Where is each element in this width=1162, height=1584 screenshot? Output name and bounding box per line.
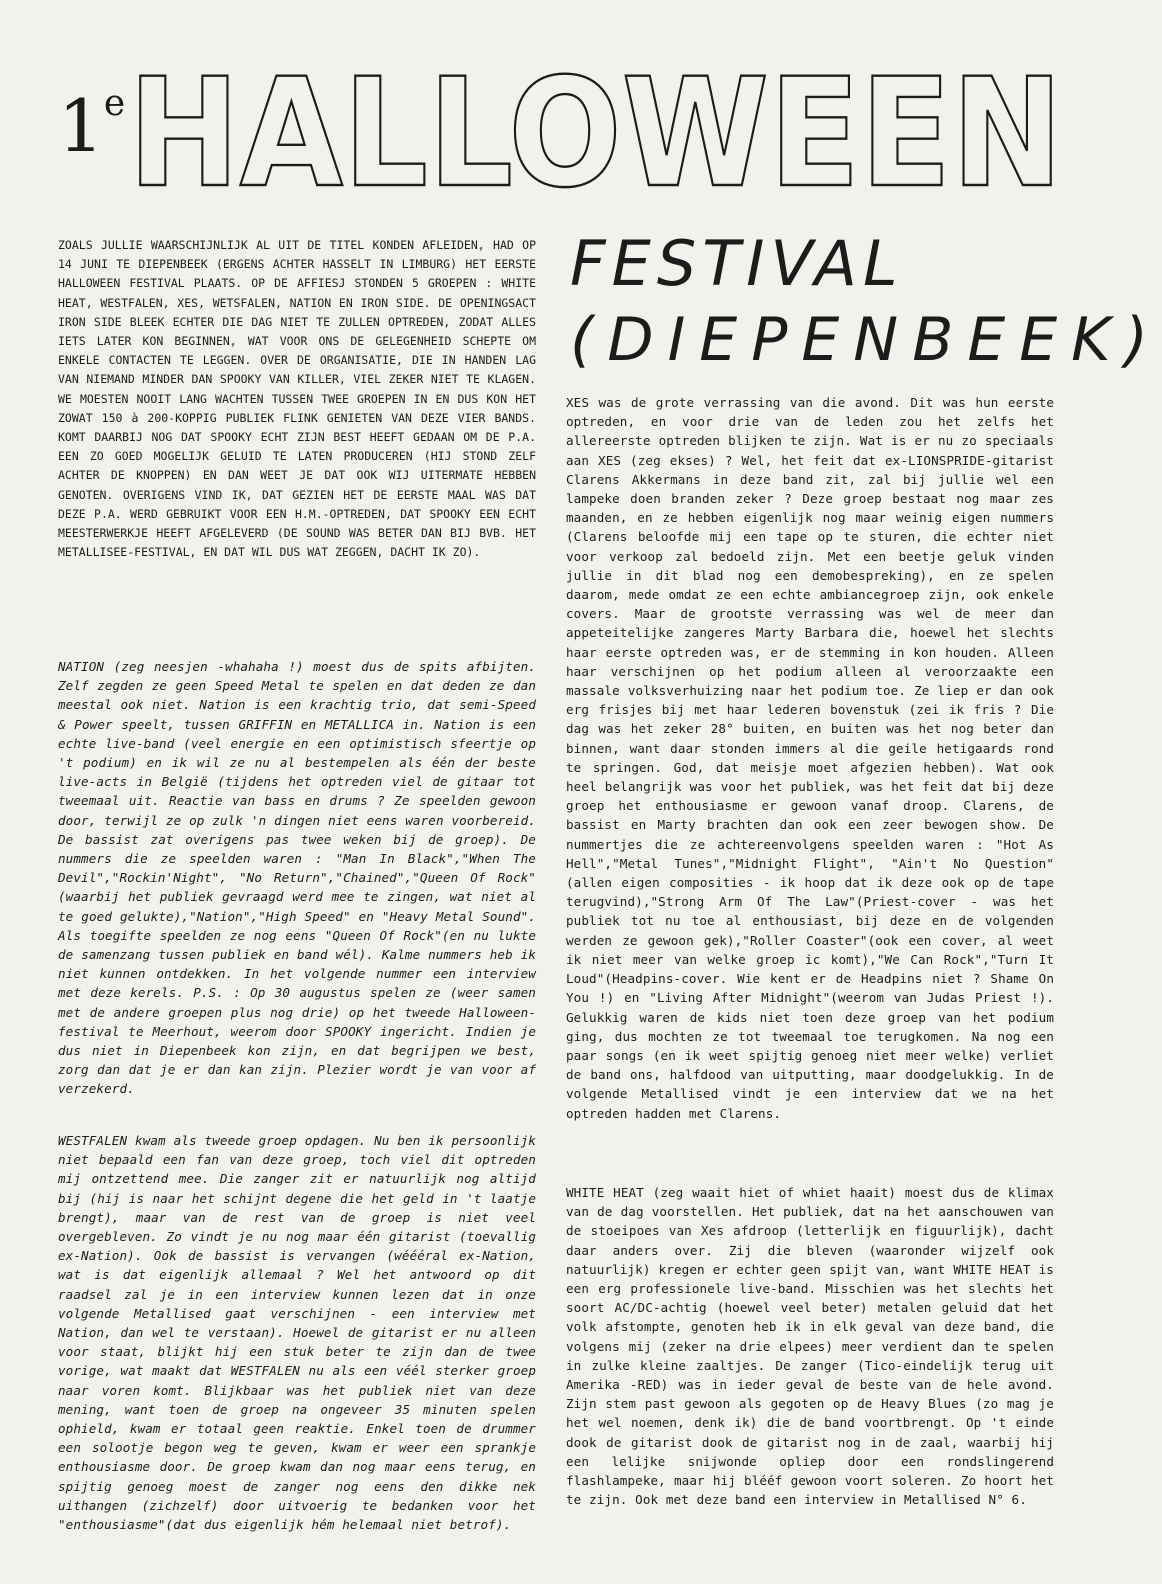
edition-number	[58, 83, 126, 168]
location-word: (DIEPENBEEK)	[570, 304, 1162, 375]
nation-text: NATION (zeg neesjen -whahaha !) moest dus de spits afbijten. Zelf zegden ze geen Speed Metal te spelen en dat deden ze dan meestal ook niet. Nation is een krachtig trio, dat semi-Speed & Power speelt, tussen GRIFFIN en METALLICA in. Nation is een echte live-band (veel energie en een optimistisch sfeertje op 't podium) en ik wil ze nu al bestempelen als één der beste live-acts in België (tijdens het optreden viel de gitaar tot tweemaal uit. Reactie van bass en drums ? Ze speelden gewoon door, terwijl ze op zulk 'n dingen niet eens waren voorbereid. De bassist zat overigens pas twee weken bij de groep). De nummers die ze speelden waren : "Man In Black","When The Devil","Rockin'Night", "No Return","Chained","Queen Of Rock"(waarbij het publiek gevraagd werd mee te zingen, wat niet al te goed gelukte),"Nation","High Speed" en "Heavy Metal Sound". Als toegifte speelden ze nog eens "Queen Of Rock"(en nu lukte de samenzang tussen publiek en band wél). Kalme nummers heb ik niet kunnen ontdekken. In het volgende nummer een interview met deze kerels. P.S. : Op 30 augustus spelen ze (weer samen met de andere groepen plus nog drie) op het tweede Halloween-festival te Meerhout, weerom door SPOOKY ingericht. Indien je dus niet in Diepenbeek kon zijn, en dat begrijpen we best, zorg dan dat je er dan kan zijn. Plezier wordt je van voor af verzekerd.	[58, 659, 536, 1097]
xes-review	[566, 393, 1054, 1123]
xes-text: XES was de grote verrassing van die avond. Dit was hun eerste optreden, en voor drie van de leden zou het zelfs het allereerste optreden blijken te zijn. Wat is er nu zo speciaals aan XES (zeg ekses) ? Wel, het feit dat ex-LIONSPRIDE-gitarist Clarens Akkermans in deze band zit, zal bij jullie wel een lampeke doen branden zeker ? Deze groep bestaat nog maar zes maanden, en ze hebben eigenlijk nog maar weinig eigen nummers (Clarens beloofde mij een tape op te sturen, die echter niet voor verkoop zal bedoeld zijn. Met een beetje geluk vinden jullie in dit blad nog een demobespreking), en ze spelen daarom, mede omdat ze een echte ambiancegroep zijn, ook enkele covers. Maar de grootste verrassing was wel de meer dan appeteitelijke zangeres Marty Barbara die, hoewel het slechts haar eerste optreden was, er de stemming in kon houden. Alleen haar verschijnen op het podium alleen al veroorzaakte een massale volksverhuizing naar het podium toe. Ze liep er dan ook erg frisjes bij met haar lederen bovenstuk (zei ik fris ? Die dag was het zeker 28° buiten, en buiten was het nog beter dan binnen, want daar stonden immers al die geile hetigaards rond te springen. God, dat meisje moet afgezien hebben). Wat ook heel belangrijk was voor het publiek, was het feit dat bij deze groep het enthousiasme er gewoon vanaf droop. Clarens, de bassist en Marty brachten dan ook een zeer bewogen show. De nummertjes die ze achtereenvolgens speelden waren : "Hot As Hell","Metal Tunes","Midnight Flight", "Ain't No Question"(allen eigen composities - ik hoop dat ik deze ook op de tape terugvind),"Strong Arm Of The Law"(Priest-cover - was het publiek tot nu toe al enthousiast, bij deze en de volgenden werden ze gewoon gek),"Roller Coaster"(ook een cover, al weet ik niet meer van welke groep ic komt),"We Can Rock","Turn It Loud"(Headpins-cover. Wie kent er de Headpins niet ? Shame On You !) en "Living After Midnight"(weerom van Judas Priest !). Gelukkig waren de kids niet toen deze groep van het podium ging, dus mochten ze tot tweemaal toe terugkomen. Na nog een paar songs (en ik weet spijtig genoeg niet meer welke) verliet de band ons, halfdood van uitputting, maar doodgelukkig. In de volgende Metallised vindt je een interview dat we na het optreden hadden met Clarens.	[566, 395, 1054, 1121]
halloween-lettering	[128, 47, 1068, 221]
white-heat-text: WHITE HEAT (zeg waait hiet of whiet haait) moest dus de klimax van de dag voorstellen. Het publiek, dat na het aanschouwen van de stoeipoes van Xes afdroop (letterlijk en figuurlijk), dacht daar anders over. Zij die bleven (waaronder wijzelf ook natuurlijk) kregen er echter geen spijt van, want WHITE HEAT is een erg professionele live-band. Misschien was het slechts het soort AC/DC-achtig (hoewel veel beter) metalen geluid dat het volk afstompte, genoten heb ik in elk geval van deze band, die volgens mij (zeker na drie elpees) meer verdient dan te spelen in zulke kleine zaaltjes. De zanger (Tico-eindelijk terug uit Amerika -RED) was in ieder geval de beste van de hele avond. Zijn stem past gewoon als gegoten op de Heavy Blues (zo mag je het wel noemen, denk ik) die de band voortbrengt. Op 't einde dook de gitarist dook de gitarist nog in de zaal, waarbij hij een lelijke snijwonde opliep door een rondslingerend flashlampeke, maar hij blééf gewoon voort soleren. Zo hoort het te zijn. Ook met deze band een interview in Metallised N° 6.	[566, 1185, 1054, 1508]
festival-word: FESTIVAL	[570, 227, 904, 300]
festival-subheading	[570, 225, 1162, 378]
halloween-heading-text: HALLOWEEN	[128, 47, 1063, 221]
halloween-heading	[128, 47, 1068, 221]
nation-review	[58, 657, 536, 1099]
westfalen-review	[58, 1131, 536, 1534]
white-heat-review	[566, 1183, 1054, 1509]
intro-article	[58, 236, 536, 562]
edition-number-digit: 1	[58, 84, 104, 168]
edition-number-suffix: e	[103, 83, 126, 124]
westfalen-text: WESTFALEN kwam als tweede groep opdagen. Nu ben ik persoonlijk niet bepaald een fan van deze groep, toch viel dit optreden mij ontzettend mee. Die zanger zit er natuurlijk nog altijd bij (hij is naar het schijnt degene die het geld in 't laatje brengt), maar van de rest van de groep is niet veel overgebleven. Zo vindt je nu nog maar één gitarist (toevallig ex-Nation). Ook de bassist is vervangen (wéééral ex-Nation, wat is dat eigenlijk allemaal ? Wel het antwoord op dit raadsel zal je in een interview kunnen lezen dat in onze volgende Metallised gaat verschijnen - een interview met Nation, dan wel te verstaan). Hoewel de gitarist er nu alleen voor staat, blijkt hij een stuk beter te zijn dan de twee vorige, wat maakt dat WESTFALEN nu als een véél sterker groep naar voren komt. Blijkbaar was het publiek niet van deze mening, want toen de groep na ongeveer 35 minuten spelen ophield, kwam er totaal geen reaktie. Enkel toen de drummer een solootje begon weg te geven, kwam er weer een sprankje enthousiasme door. De groep kwam dan nog maar eens terug, en spijtig genoeg moest de zanger nog eens den dikke nek uithangen (zichzelf) door uitvoerig te bedanken voor het "enthousiasme"(dat dus eigenlijk hém helemaal niet betrof).	[58, 1133, 536, 1533]
intro-text: ZOALS JULLIE WAARSCHIJNLIJK AL UIT DE TITEL KONDEN AFLEIDEN, HAD OP 14 JUNI TE DIEPENBEEK (ERGENS ACHTER HASSELT IN LIMBURG) HET EERSTE HALLOWEEN FESTIVAL PLAATS. OP DE AFFIESJ STONDEN 5 GROEPEN : WHITE HEAT, WESTFALEN, XES, WETSFALEN, NATION EN IRON SIDE. DE OPENINGSACT IRON SIDE BLEEK ECHTER DIE DAG NIET TE ZULLEN OPTREDEN, ZODAT ALLES IETS LATER KON BEGINNEN, WAT VOOR ONS DE GELEGENHEID SCHEPTE OM ENKELE CONTACTEN TE LEGGEN. OVER DE ORGANISATIE, DIE IN HANDEN LAG VAN NIEMAND MINDER DAN SPOOKY VAN KILLER, VIEL ZEKER NIET TE KLAGEN. WE MOESTEN NOOIT LANG WACHTEN TUSSEN TWEE GROEPEN IN EN DUS KON HET ZOWAT 150 à 200-KOPPIG PUBLIEK FLINK GENIETEN VAN DEZE VIER BANDS. KOMT DAARBIJ NOG DAT SPOOKY ECHT ZIJN BEST HEEFT GEDAAN OM DE P.A. EEN ZO GOED MOGELIJK GELUID TE LATEN PRODUCEREN (HIJ STOND ZELF ACHTER DE KNOPPEN) EN DAN WEET JE DAT OOK WIJ UITERMATE HEBBEN GENOTEN. OVERIGENS VIND IK, DAT GEZIEN HET DE EERSTE MAAL WAS DAT DEZE P.A. WERD GEBRUIKT VOOR EEN H.M.-OPTREDEN, DAT SPOOKY EEN ECHT MEESTERWERKJE HEEFT AFGELEVERD (DE SOUND WAS BETER DAN BIJ BVB. HET METALLISEE-FESTIVAL, EN DAT WIL DUS WAT ZEGGEN, DACHT IK ZO).	[58, 238, 536, 560]
